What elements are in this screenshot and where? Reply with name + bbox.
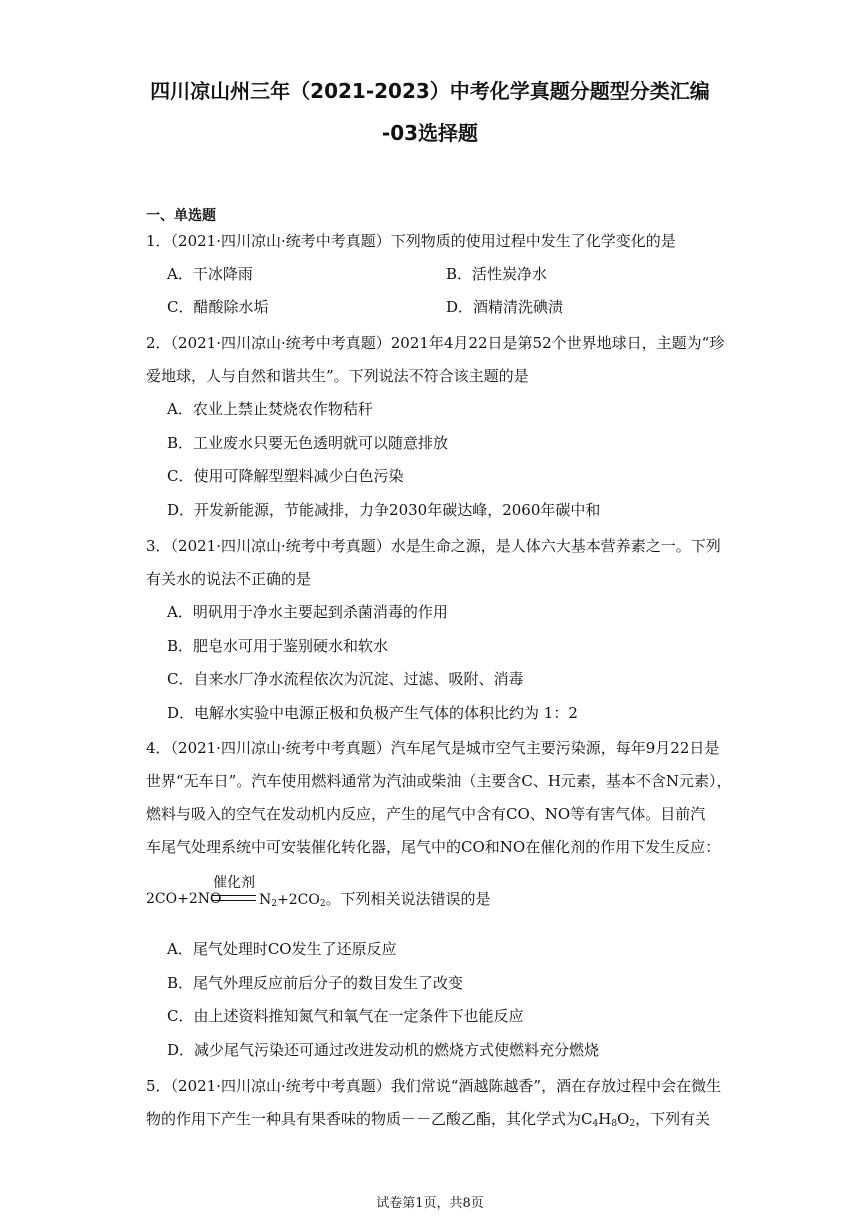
subscript: 2 xyxy=(319,899,326,909)
q5-text: ，下列有关 xyxy=(635,1110,711,1128)
q5-text: 物的作用下产生一种具有果香味的物质－－乙酸乙酯，其化学式为C xyxy=(146,1110,593,1128)
q3-option-c: C．自来水厂净水流程依次为沉淀、过滤、吸附、消毒 xyxy=(167,670,524,688)
q4-stem-line1: 4．（2021·四川凉山·统考中考真题）汽车尾气是城市空气主要污染源，每年9月22日是 xyxy=(146,739,720,757)
q2-option-b: B．工业废水只要无色透明就可以随意排放 xyxy=(167,434,449,452)
q4-stem-line3: 燃料与吸入的空气在发动机内反应，产生的尾气中含有CO、NO等有害气体。目前汽 xyxy=(146,805,706,823)
page-title-line2: -03选择题 xyxy=(381,121,479,145)
q1-option-a: A．干冰降雨 xyxy=(167,265,253,283)
q2-stem-line1: 2．（2021·四川凉山·统考中考真题）2021年4月22日是第52个世界地球日，主题为“珍 xyxy=(146,334,725,352)
q4-option-c: C．由上述资料推知氮气和氧气在一定条件下也能反应 xyxy=(167,1007,524,1025)
q1-option-d: D．酒精清洗碘渍 xyxy=(446,298,564,316)
q1-option-b: B．活性炭净水 xyxy=(446,265,548,283)
q3-stem-line2: 有关水的说法不正确的是 xyxy=(146,570,312,588)
q3-option-b: B．肥皂水可用于鉴别硬水和软水 xyxy=(167,637,389,655)
equals-sign-icon xyxy=(212,895,256,901)
chemical-equation xyxy=(146,875,716,911)
equation-arrow xyxy=(212,875,256,901)
section-heading: 一、单选题 xyxy=(146,208,216,224)
subscript: 4 xyxy=(592,1119,599,1129)
q2-option-d: D．开发新能源，节能减排，力争2030年碳达峰，2060年碳中和 xyxy=(167,501,601,519)
q3-option-a: A．明矾用于净水主要起到杀菌消毒的作用 xyxy=(167,603,448,621)
equation-reactants: 2CO+2NO xyxy=(146,891,222,907)
catalyst-label: 催化剂 xyxy=(213,875,255,891)
q5-stem-line2 xyxy=(146,1109,716,1134)
q4-question-tail: 。下列相关说法错误的是 xyxy=(325,890,491,908)
q2-stem-line2: 爱地球，人与自然和谐共生”。下列说法不符合该主题的是 xyxy=(146,367,529,385)
q5-stem-line1: 5．（2021·四川凉山·统考中考真题）我们常说“酒越陈越香”，酒在存放过程中会在微生 xyxy=(146,1077,722,1095)
subscript: 2 xyxy=(271,899,277,909)
q4-stem-line2: 世界“无车日”。汽车使用燃料通常为汽油或柴油（主要含C、H元素，基本不含N元素）， xyxy=(146,772,732,790)
product-co: +2CO xyxy=(276,892,320,908)
q4-option-a: A．尾气处理时CO发生了还原反应 xyxy=(167,940,397,958)
subscript: 2 xyxy=(629,1119,636,1129)
q4-stem-line4: 车尾气处理系统中可安装催化转化器，尾气中的CO和NO在催化剂的作用下发生反应： xyxy=(146,838,721,856)
q4-option-b: B．尾气外理反应前后分子的数目发生了改变 xyxy=(167,974,464,992)
q2-option-c: C．使用可降解型塑料减少白色污染 xyxy=(167,467,404,485)
product-n: N xyxy=(259,892,272,908)
page-title-line1: 四川凉山州三年（2021-2023）中考化学真题分题型分类汇编 xyxy=(150,79,710,103)
q1-stem: 1．（2021·四川凉山·统考中考真题）下列物质的使用过程中发生了化学变化的是 xyxy=(146,232,676,250)
equation-products xyxy=(259,889,491,914)
q1-option-c: C．醋酸除水垢 xyxy=(167,298,269,316)
q3-option-d: D．电解水实验中电源正极和负极产生气体的体积比约为 1：2 xyxy=(167,704,578,722)
subscript: 8 xyxy=(611,1119,618,1129)
page-footer: 试卷第1页，共8页 xyxy=(376,1196,484,1211)
q4-option-d: D．减少尾气污染还可通过改进发动机的燃烧方式使燃料充分燃烧 xyxy=(167,1041,600,1059)
q5-text: H xyxy=(598,1110,612,1128)
q3-stem-line1: 3．（2021·四川凉山·统考中考真题）水是生命之源，是人体六大基本营养素之一。下列 xyxy=(146,537,721,555)
q5-text: O xyxy=(617,1110,630,1128)
q2-option-a: A．农业上禁止焚烧农作物秸秆 xyxy=(167,400,373,418)
